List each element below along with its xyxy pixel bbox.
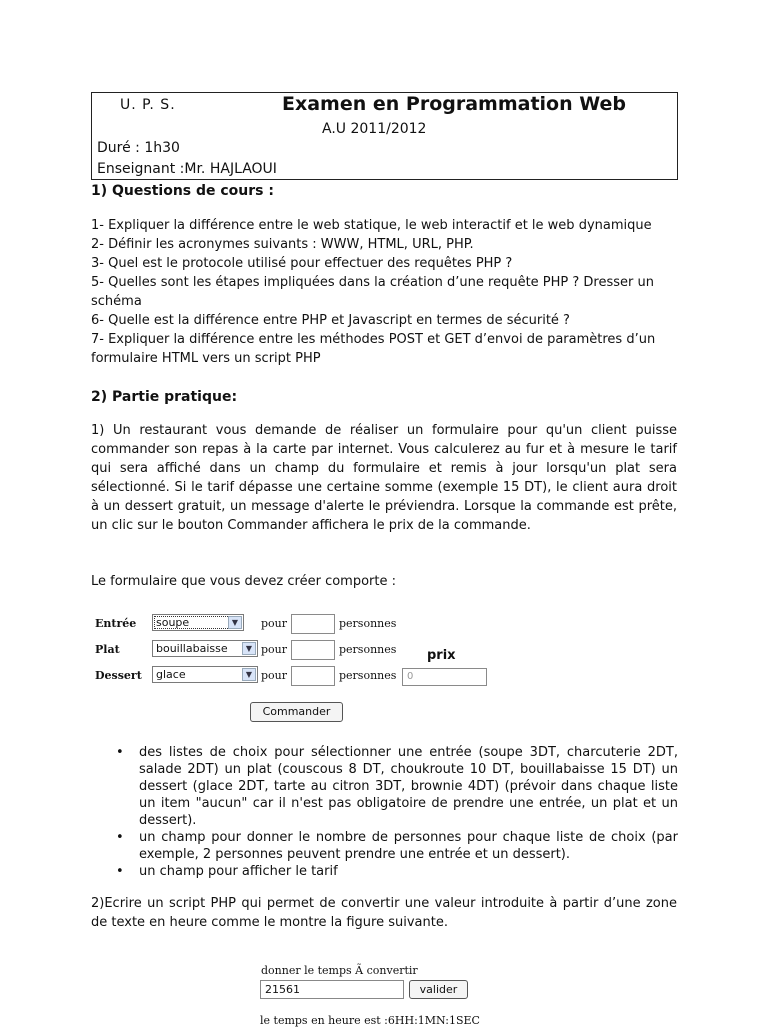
question-item: 5- Quelles sont les étapes impliquées dans la création d’une requête PHP ? Dresser un schéma bbox=[91, 275, 654, 309]
plat-label: Plat bbox=[95, 643, 120, 656]
dessert-select[interactable] bbox=[152, 666, 258, 683]
list-item bbox=[113, 863, 678, 880]
entree-label: Entrée bbox=[95, 617, 137, 630]
chevron-down-icon: ▼ bbox=[242, 642, 256, 655]
exam-header bbox=[91, 92, 678, 180]
exam-title: Examen en Programmation Web bbox=[282, 93, 627, 115]
time-input[interactable]: 21561 bbox=[260, 980, 404, 999]
persons-label: personnes bbox=[339, 617, 397, 630]
exercise-2-statement: 2)Ecrire un script PHP qui permet de convertir une valeur introduite à partir d’une zone de texte en heure comme le montre la figure suivante. bbox=[91, 896, 677, 930]
converter-label: donner le temps Ã convertir bbox=[261, 964, 418, 977]
time-converter-figure bbox=[258, 962, 518, 1027]
entree-select[interactable] bbox=[152, 614, 244, 631]
question-item: 7- Expliquer la différence entre les méthodes POST et GET d’envoi de paramètres d’un formulaire HTML vers un script PHP bbox=[91, 332, 656, 366]
entree-persons-input[interactable] bbox=[291, 614, 335, 634]
bullet-icon: • bbox=[116, 864, 124, 879]
section-1-title: 1) Questions de cours : bbox=[91, 183, 274, 199]
pour-label: pour bbox=[261, 643, 288, 656]
question-item: 2- Définir les acronymes suivants : WWW, HTML, URL, PHP. bbox=[91, 237, 474, 252]
list-item bbox=[113, 829, 678, 863]
academic-year: A.U 2011/2012 bbox=[322, 121, 427, 137]
bullet-text: un champ pour afficher le tarif bbox=[139, 864, 338, 879]
chevron-down-icon: ▼ bbox=[242, 668, 256, 681]
prix-field[interactable]: 0 bbox=[402, 668, 487, 686]
bullet-icon: • bbox=[116, 830, 124, 845]
dessert-persons-input[interactable] bbox=[291, 666, 335, 686]
dessert-label: Dessert bbox=[95, 669, 142, 682]
teacher-name: Enseignant :Mr. HAJLAOUI bbox=[97, 161, 277, 177]
question-item: 1- Expliquer la différence entre le web statique, le web interactif et le web dynamique bbox=[91, 218, 652, 233]
plat-selected-value: bouillabaisse bbox=[156, 642, 228, 655]
exercise-1-statement: 1) Un restaurant vous demande de réaliser un formulaire pour qu'un client puisse commander son repas à la carte par internet. Vous calculerez au fur et à mesure le tarif qui sera affiché dans un champ du formulaire et remis à jour lorsqu'un plat sera sélectionné. Si le tarif dépasse une certaine somme (exemple 15 DT), le client aura droit à un dessert gratuit, un message d'alerte le préviendra. Lorsque la commande est prête, un clic sur le bouton Commander affichera le prix de la commande. bbox=[91, 423, 677, 533]
bullet-text: des listes de choix pour sélectionner une entrée (soupe 3DT, charcuterie 2DT, salade 2DT) un plat (couscous 8 DT, choukroute 10 DT, bouillabaisse 15 DT) un dessert (glace 2DT, tarte au citron 3DT, brownie 4DT) (prévoir dans chaque liste un item "aucun" car il n'est pas obligatoire de prendre une entrée, un plat et un dessert). bbox=[139, 745, 678, 828]
chevron-down-icon: ▼ bbox=[228, 616, 242, 629]
converter-result: le temps en heure est :6HH:1MN:1SEC bbox=[260, 1014, 480, 1027]
valider-button[interactable]: valider bbox=[409, 980, 468, 999]
requirements-list bbox=[113, 744, 678, 880]
bullet-text: un champ pour donner le nombre de personnes pour chaque liste de choix (par exemple, 2 personnes peuvent prendre une entrée et un dessert). bbox=[139, 830, 678, 862]
dessert-selected-value: glace bbox=[156, 668, 186, 681]
plat-select[interactable] bbox=[152, 640, 258, 657]
course-questions bbox=[91, 216, 677, 368]
plat-persons-input[interactable] bbox=[291, 640, 335, 660]
pour-label: pour bbox=[261, 617, 288, 630]
prix-label: prix bbox=[427, 648, 456, 663]
list-item bbox=[113, 744, 678, 829]
order-form-figure bbox=[95, 612, 495, 724]
persons-label: personnes bbox=[339, 669, 397, 682]
exam-duration: Duré : 1h30 bbox=[97, 140, 180, 156]
section-2-title: 2) Partie pratique: bbox=[91, 389, 238, 405]
pour-label: pour bbox=[261, 669, 288, 682]
form-intro: Le formulaire que vous devez créer comporte : bbox=[91, 574, 396, 589]
bullet-icon: • bbox=[116, 745, 124, 760]
persons-label: personnes bbox=[339, 643, 397, 656]
question-item: 6- Quelle est la différence entre PHP et Javascript en termes de sécurité ? bbox=[91, 313, 570, 328]
school-name: U. P. S. bbox=[120, 97, 176, 113]
entree-selected-value: soupe bbox=[156, 616, 190, 629]
question-item: 3- Quel est le protocole utilisé pour effectuer des requêtes PHP ? bbox=[91, 256, 513, 271]
commander-button[interactable]: Commander bbox=[250, 702, 343, 722]
